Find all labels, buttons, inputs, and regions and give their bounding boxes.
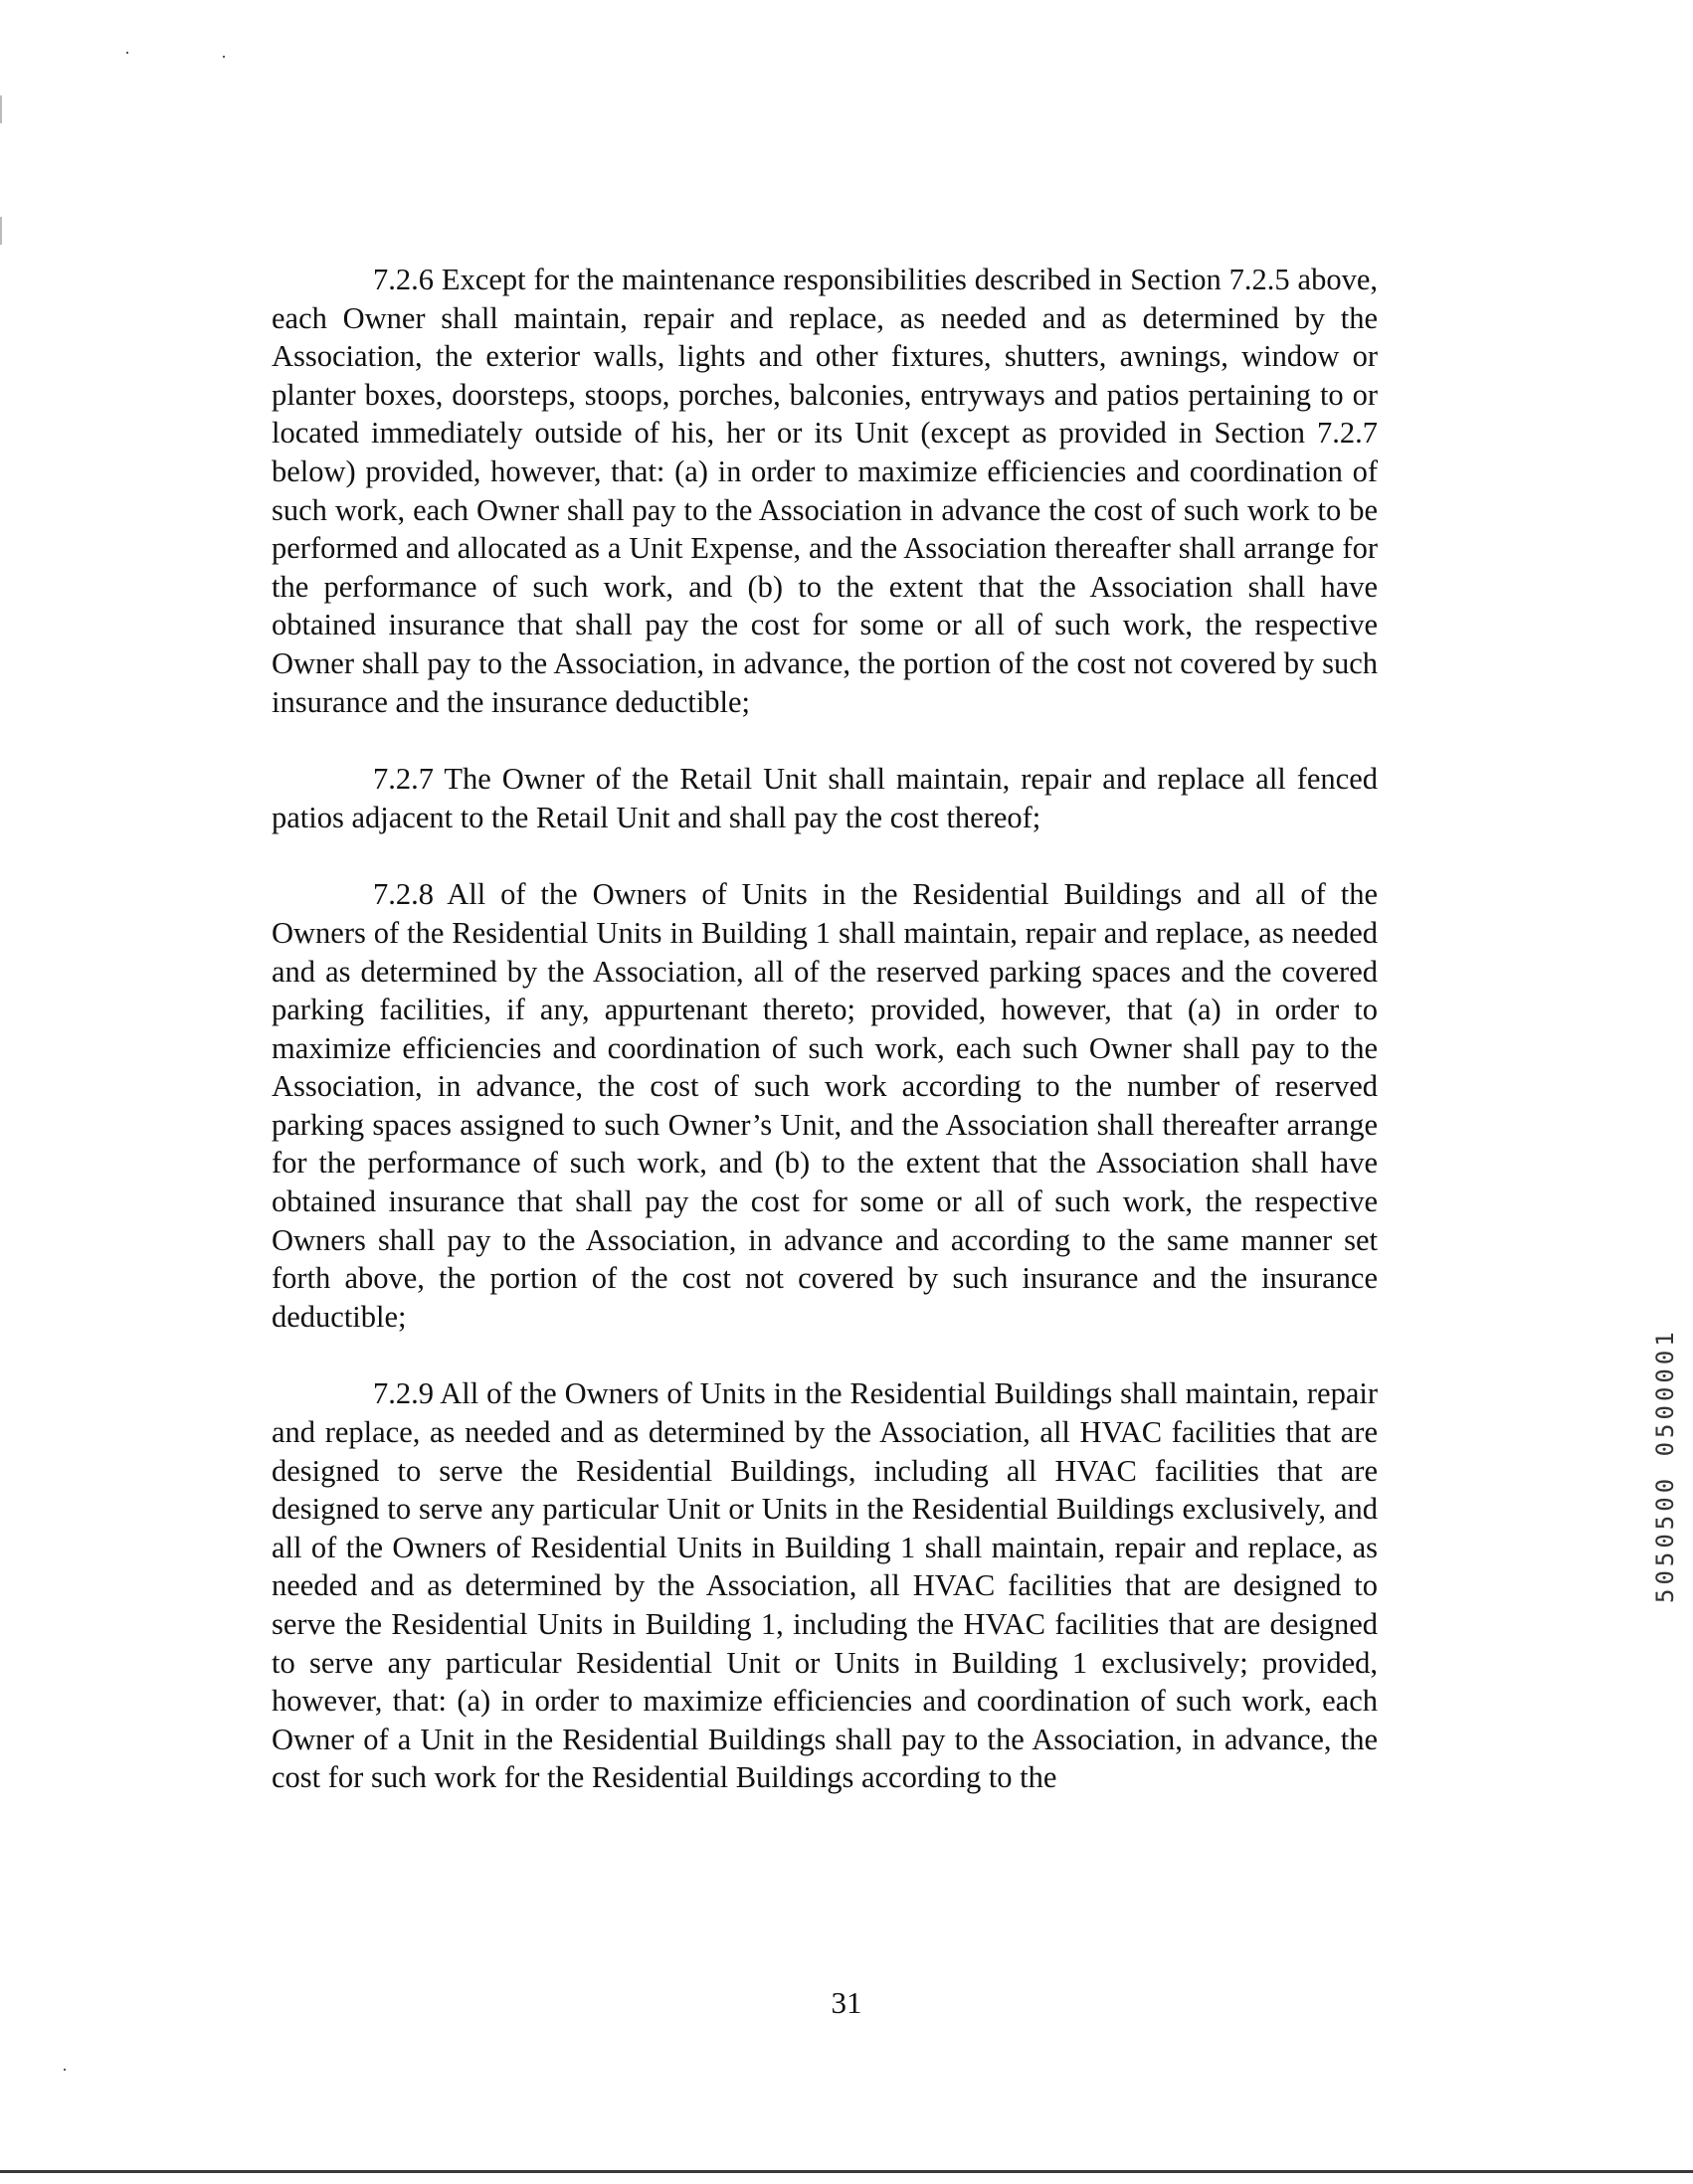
- page-number: 31: [831, 1985, 862, 2020]
- scan-speck: [64, 2069, 66, 2071]
- scan-bottom-edge: [0, 2170, 1693, 2173]
- side-bates-stamp: 5050500 0500001: [1651, 1328, 1679, 1603]
- document-body: [272, 261, 1378, 1797]
- section-7-2-6-paragraph: 7.2.6 Except for the maintenance responsibilities described in Section 7.2.5 above, each Owner shall maintain, repair and replace, as needed and as determined by the Association, the exterior walls, lights and other fixtures, shutters, awnings, window or planter boxes, doorsteps, stoops, porches, balconies, entryways and patios pertaining to or located immediately outside of his, her or its Unit (except as provided in Section 7.2.7 below) provided, however, that: (a) in order to maximize efficiencies and coordination of such work, each Owner shall pay to the Association in advance the cost of such work to be performed and allocated as a Unit Expense, and the Association thereafter shall arrange for the performance of such work, and (b) to the extent that the Association shall have obtained insurance that shall pay the cost for some or all of such work, the respective Owner shall pay to the Association, in advance, the portion of the cost not covered by such insurance and the insurance deductible;: [272, 263, 1378, 719]
- scan-edge-mark: [0, 217, 2, 245]
- scan-edge-mark: [0, 95, 2, 123]
- section-7-2-8-paragraph: 7.2.8 All of the Owners of Units in the Residential Buildings and all of the Owners of the Residential Units in Building 1 shall maintain, repair and replace, as needed and as determined by the Association, all of the reserved parking spaces and the covered parking facilities, if any, appurtenant thereto; provided, however, that (a) in order to maximize efficiencies and coordination of such work, each such Owner shall pay to the Association, in advance, the cost of such work according to the number of reserved parking spaces assigned to such Owner’s Unit, and the Association shall thereafter arrange for the performance of such work, and (b) to the extent that the Association shall have obtained insurance that shall pay the cost for some or all of such work, the respective Owners shall pay to the Association, in advance and according to the same manner set forth above, the portion of the cost not covered by such insurance and the insurance deductible;: [272, 877, 1378, 1334]
- section-7-2-9-paragraph: 7.2.9 All of the Owners of Units in the Residential Buildings shall maintain, repair and replace, as needed and as determined by the Association, all HVAC facilities that are designed to serve the Residential Buildings, including all HVAC facilities that are designed to serve any particular Unit or Units in the Residential Buildings exclusively, and all of the Owners of Residential Units in Building 1 shall maintain, repair and replace, as needed and as determined by the Association, all HVAC facilities that are designed to serve the Residential Units in Building 1, including the HVAC facilities that are designed to serve any particular Residential Unit or Units in Building 1 exclusively; provided, however, that: (a) in order to maximize efficiencies and coordination of such work, each Owner of a Unit in the Residential Buildings shall pay to the Association, in advance, the cost for such work for the Residential Buildings according to the: [272, 1376, 1378, 1795]
- section-7-2-7-paragraph: 7.2.7 The Owner of the Retail Unit shall maintain, repair and replace all fenced patios adjacent to the Retail Unit and shall pay the cost thereof;: [272, 762, 1378, 834]
- scan-speck: [223, 56, 225, 58]
- scan-speck: [126, 52, 128, 54]
